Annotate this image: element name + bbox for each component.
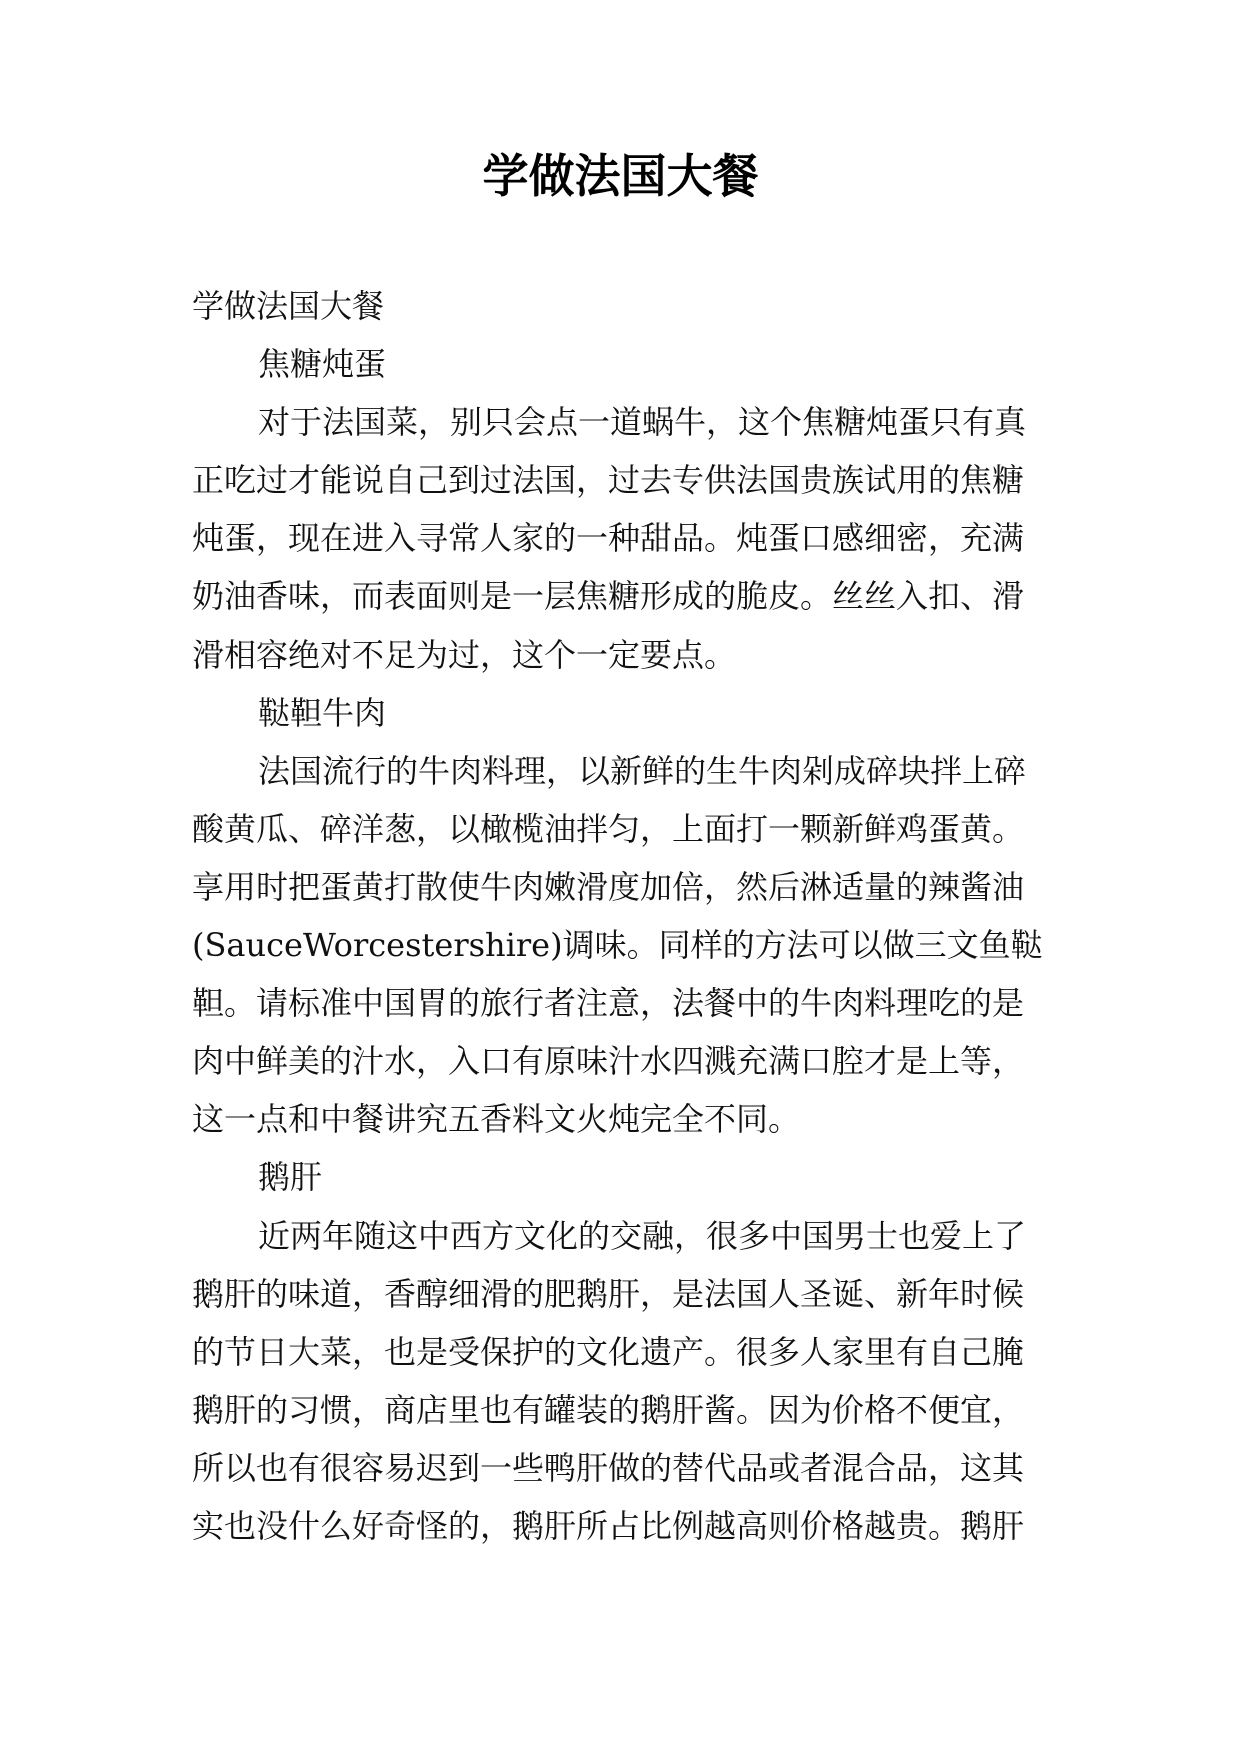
text-line: 这一点和中餐讲究五香料文火炖完全不同。 [192,1100,801,1139]
text-line: 肉中鲜美的汁水，入口有原味汁水四溅充满口腔才是上等， [192,1042,1025,1081]
text-line: 正吃过才能说自己到过法国，过去专供法国贵族试用的焦糖 [192,461,1025,500]
text-line: 法国流行的牛肉料理，以新鲜的生牛肉剁成碎块拌上碎 [258,751,1027,790]
page-title: 学做法国大餐 [482,149,759,203]
text-line: 鹅肝的习惯，商店里也有罐装的鹅肝酱。因为价格不便宜， [192,1390,1025,1429]
text-line: 奶油香味，而表面则是一层焦糖形成的脆皮。丝丝入扣、滑 [192,577,1025,616]
text-line: (SauceWorcestershire)调味。同样的方法可以做三文鱼鞑 [192,926,1043,965]
text-line: 靼。请标准中国胃的旅行者注意，法餐中的牛肉料理吃的是 [192,984,1025,1023]
text-line: 对于法国菜，别只会点一道蜗牛，这个焦糖炖蛋只有真 [258,403,1027,442]
text-line: 鹅肝 [258,1158,323,1197]
text-line: 所以也有很容易迟到一些鸭肝做的替代品或者混合品，这其 [192,1448,1025,1487]
text-line: 享用时把蛋黄打散使牛肉嫩滑度加倍，然后淋适量的辣酱油 [192,867,1025,906]
text-line: 炖蛋，现在进入寻常人家的一种甜品。炖蛋口感细密，充满 [192,519,1025,558]
text-line: 近两年随这中西方文化的交融，很多中国男士也爱上了 [258,1216,1027,1255]
text-line: 实也没什么好奇怪的，鹅肝所占比例越高则价格越贵。鹅肝 [192,1506,1025,1545]
text-line: 酸黄瓜、碎洋葱，以橄榄油拌匀，上面打一颗新鲜鸡蛋黄。 [192,809,1025,848]
text-line: 鹅肝的味道，香醇细滑的肥鹅肝，是法国人圣诞、新年时候 [192,1274,1025,1313]
text-line: 鞑靼牛肉 [258,693,387,732]
text-line: 滑相容绝对不足为过，这个一定要点。 [192,635,737,674]
text-line: 学做法国大餐 [192,287,385,325]
document-body [192,288,1060,1566]
text-line: 的节日大菜，也是受保护的文化遗产。很多人家里有自己腌 [192,1332,1025,1371]
text-line: 焦糖炖蛋 [258,345,387,384]
